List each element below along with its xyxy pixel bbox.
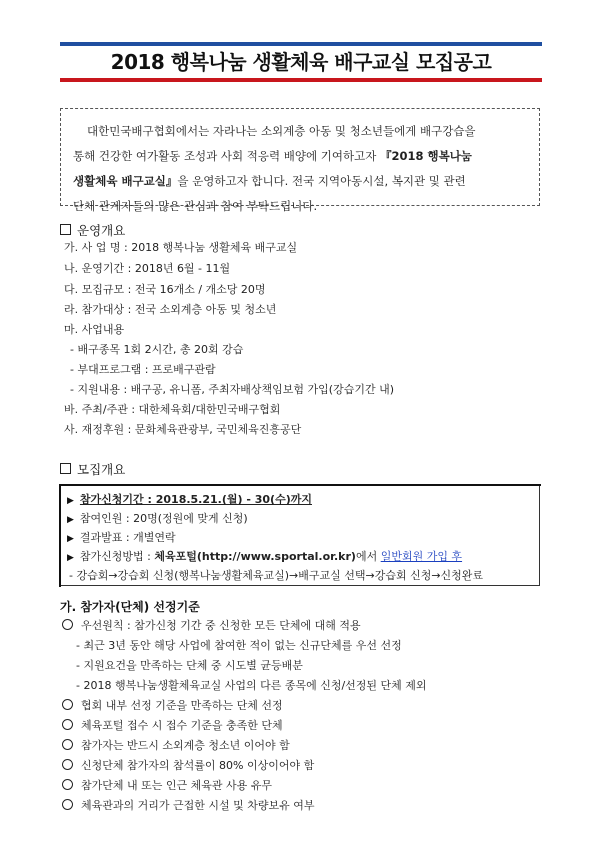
- member-signup-link[interactable]: 일반회원 가입 후: [380, 550, 463, 563]
- circle-bullet-icon: [62, 739, 73, 750]
- criteria-item: [62, 697, 283, 713]
- overview-item: 라. 참가대상 : 전국 소외계층 아동 및 청소년: [64, 303, 277, 316]
- intro-line-2-text: 통해 건강한 여가활동 조성과 사회 적응력 배양에 기여하고자: [73, 149, 380, 163]
- criteria-item-text: 참가자는 반드시 소외계층 청소년 이어야 함: [81, 739, 290, 752]
- criteria-item-text: 체육포털 접수 시 접수 기준을 충족한 단체: [81, 719, 283, 732]
- criteria-item-text: 신청단체 참가자의 참석률이 80% 이상이어야 함: [81, 759, 315, 772]
- overview-item: 바. 주최/주관 : 대한체육회/대한민국배구협회: [64, 403, 281, 416]
- overview-item: 다. 모집규모 : 전국 16개소 / 개소당 20명: [64, 283, 266, 296]
- circle-bullet-icon: [62, 799, 73, 810]
- circle-bullet-icon: [62, 699, 73, 710]
- criteria-subitem: - 지원요건을 만족하는 단체 중 시도별 균등배분: [76, 659, 303, 672]
- criteria-item-text: 체육관과의 거리가 근접한 시설 및 차량보유 여부: [81, 799, 315, 812]
- intro-line-3-text: 을 운영하고자 합니다. 전국 지역아동시설, 복지관 및 관련: [177, 174, 466, 188]
- recruitment-row-steps: - 강습회→강습회 신청(행복나눔생활체육교실)→배구교실 선택→강습회 신청→신청완료: [69, 569, 484, 582]
- criteria-item: [62, 777, 272, 793]
- page-title: 2018 행복나눔 생활체육 배구교실 모집공고: [110, 50, 492, 74]
- overview-item: 사. 재정후원 : 문화체육관광부, 국민체육진흥공단: [64, 423, 302, 436]
- circle-bullet-icon: [62, 719, 73, 730]
- section-heading-recruitment: [60, 460, 125, 478]
- recruitment-count-text: 참여인원 : 20명(정원에 맞게 신청): [79, 512, 248, 525]
- criteria-item-text: 협회 내부 선정 기준을 만족하는 단체 선정: [81, 699, 283, 712]
- triangle-right-icon: ▶: [67, 515, 74, 525]
- triangle-right-icon: ▶: [67, 553, 74, 563]
- overview-item: 가. 사 업 명 : 2018 행복나눔 생활체육 배구교실: [64, 241, 298, 254]
- recruitment-row-period: [67, 491, 312, 507]
- overview-subitem: - 지원내용 : 배구공, 유니폼, 주최자배상책임보험 가입(강습기간 내): [70, 383, 395, 396]
- criteria-item: [62, 617, 361, 633]
- circle-bullet-icon: [62, 779, 73, 790]
- triangle-right-icon: ▶: [67, 496, 74, 506]
- title-bottom-rule: [60, 78, 542, 82]
- intro-line-2: [73, 144, 529, 169]
- overview-subitem: - 부대프로그램 : 프로배구관람: [70, 363, 216, 376]
- sportal-url-text: 체육포털(http://www.sportal.or.kr): [154, 550, 356, 563]
- criteria-item: [62, 737, 290, 753]
- circle-bullet-icon: [62, 759, 73, 770]
- intro-line-1: 대한민국배구협회에서는 자라나는 소외계층 아동 및 청소년들에게 배구강습을: [87, 124, 476, 138]
- section-heading-label: 운영개요: [77, 223, 126, 238]
- title-top-rule: [60, 42, 542, 46]
- criteria-subitem: - 2018 행복나눔생활체육교실 사업의 다른 종목에 신청/선정된 단체 제외: [76, 679, 427, 692]
- overview-subitem: - 배구종목 1회 2시간, 총 20회 강습: [70, 343, 244, 356]
- recruitment-info-box: [60, 485, 540, 586]
- circle-bullet-icon: [62, 619, 73, 630]
- criteria-item: [62, 797, 315, 813]
- intro-line-4: 단체 관계자들의 많은 관심과 참여 부탁드립니다.: [73, 199, 318, 213]
- recruitment-period-text: 참가신청기간 : 2018.5.21.(월) - 30(수)까지: [79, 493, 312, 506]
- intro-box: [60, 108, 540, 213]
- intro-program-name-end: 생활체육 배구교실』: [73, 174, 178, 188]
- criteria-item-text: 참가단체 내 또는 인근 체육관 사용 유무: [81, 779, 272, 792]
- checkbox-square-icon: [60, 224, 71, 235]
- criteria-heading: 가. 참가자(단체) 선정기준: [60, 600, 200, 614]
- intro-program-name-start: 『2018 행복나눔: [379, 149, 472, 163]
- intro-line-3: [73, 169, 529, 194]
- recruitment-method-label: 참가신청방법 :: [79, 550, 155, 563]
- criteria-item: [62, 717, 283, 733]
- recruitment-method-mid: 에서: [355, 550, 381, 563]
- criteria-item: [62, 757, 314, 773]
- recruitment-row-method: [67, 548, 462, 564]
- overview-item: 나. 운영기간 : 2018년 6월 - 11월: [64, 262, 231, 275]
- criteria-subitem: - 최근 3년 동안 해당 사업에 참여한 적이 없는 신규단체를 우선 선정: [76, 639, 402, 652]
- recruitment-result-text: 결과발표 : 개별연락: [79, 531, 176, 544]
- recruitment-row-count: [67, 510, 248, 526]
- triangle-right-icon: ▶: [67, 534, 74, 544]
- criteria-item-text: 우선원칙 : 참가신청 기간 중 신청한 모든 단체에 대해 적용: [81, 619, 361, 632]
- section-heading-overview: [60, 221, 125, 239]
- checkbox-square-icon: [60, 463, 71, 474]
- recruitment-row-result: [67, 529, 176, 545]
- section-heading-label: 모집개요: [77, 462, 126, 477]
- overview-item: 마. 사업내용: [64, 323, 125, 336]
